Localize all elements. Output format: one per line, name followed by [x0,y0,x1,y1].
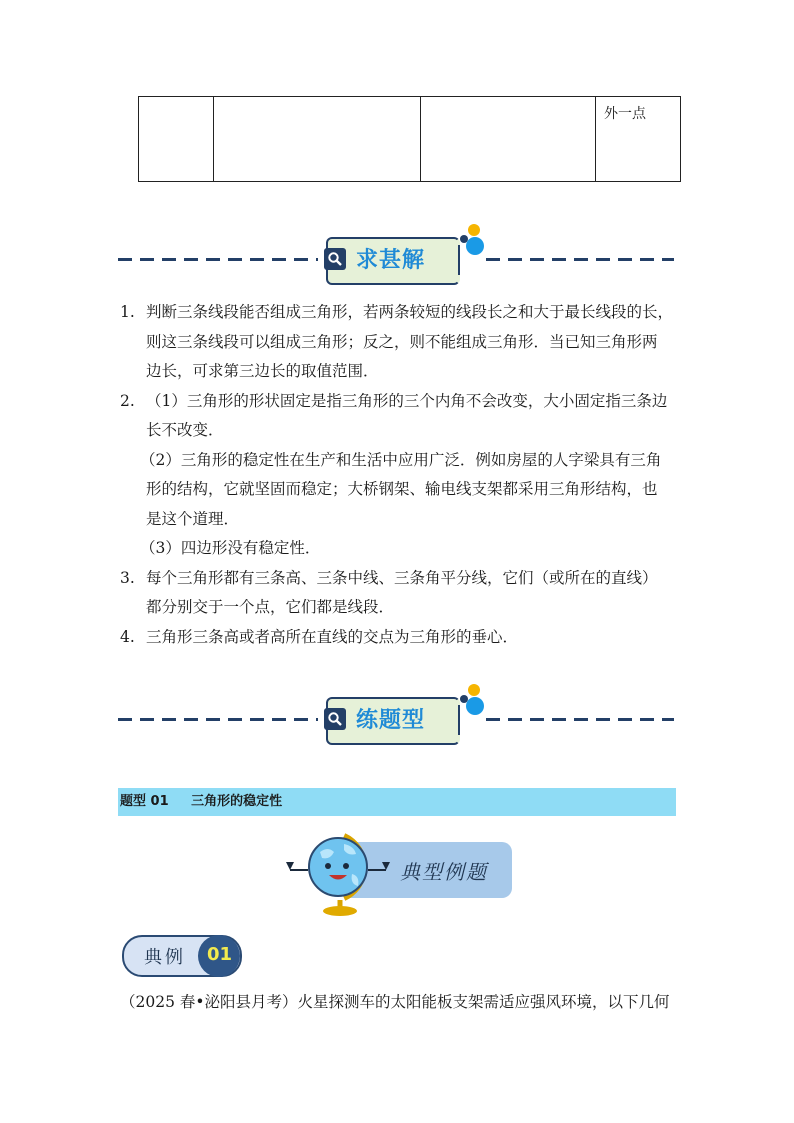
list-item: 4. 三角形三条高或者高所在直线的交点为三角形的垂心． [120,627,519,646]
example-badge [122,935,240,975]
list-item-line: 则这三条线段可以组成三角形；反之，则不能组成三角形．当已知三角形两 [146,332,658,351]
list-item-line: 形的结构，它就坚固而稳定；大桥钢架、输电线支架都采用三角形结构，也 [146,480,658,498]
decor-dot [466,237,484,255]
globe-icon [282,822,392,918]
decor-dot [468,224,480,236]
search-icon [324,248,346,270]
question-type-bar [118,788,676,816]
search-icon [324,708,346,730]
list-item-line: 是这个道理． [146,509,240,528]
type-name: 三角形的稳定性 [191,794,283,809]
list-item: 3. 每个三角形都有三条高、三条中线、三条角平分线，它们（或所在的直线） [120,568,658,587]
table-cell [139,97,214,182]
list-item: 1. 判断三条线段能否组成三角形，若两条较短的线段长之和大于最长线段的长， [120,303,674,321]
list-item-line: （3）四边形没有稳定性． [140,539,321,557]
dashed-line [118,718,318,721]
table-cell [214,97,421,182]
list-item-line: 都分别交于一个点，它们都是线段． [146,598,395,616]
decor-dot [468,684,480,696]
summary-points [120,298,680,652]
section-title: 练题型 [356,708,426,733]
list-item-line: （2）三角形的稳定性在生产和生活中应用广泛．例如房屋的人字梁具有三角 [140,450,662,469]
type-code: 题型 01 [120,794,169,809]
header-title: 典型例题 [400,860,488,884]
section-banner-qiushenjie [118,224,674,294]
section-title: 求甚解 [356,248,426,273]
list-item-line: 长不改变． [146,421,224,439]
dashed-line [486,718,674,721]
badge-number: 01 [207,944,233,965]
list-item-line: 边长，可求第三边长的取值范围． [146,362,379,380]
badge-label: 典例 [144,947,186,968]
decor-dot [466,697,484,715]
table-cell [421,97,596,182]
table-fragment [138,96,681,182]
table-cell-text: 外一点 [596,97,681,182]
dashed-line [486,258,674,261]
question-text: （2025 春•泌阳县月考）火星探测车的太阳能板支架需适应强风环境，以下几何 [120,993,670,1011]
dashed-line [118,258,318,261]
typical-example-header [282,822,514,918]
section-banner-liantixing [118,684,674,754]
list-item: 2. （1）三角形的形状固定是指三角形的三个内角不会改变，大小固定指三条边 [120,391,668,410]
